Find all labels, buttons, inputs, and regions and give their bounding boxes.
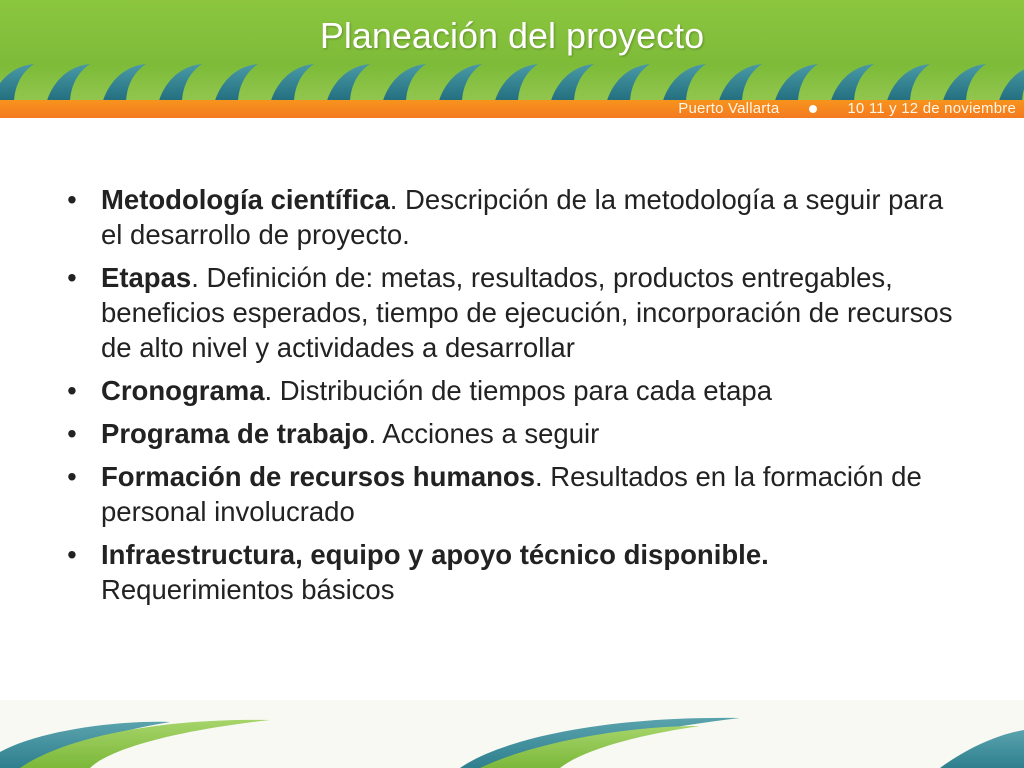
bullet-description: Descripción de la metodología a seguir para el desarrollo de proyecto. xyxy=(101,184,944,250)
wave-shape xyxy=(662,64,706,104)
bullet-list xyxy=(62,182,962,615)
bullet-description: Distribución de tiempos para cada etapa xyxy=(272,375,773,406)
bullet-term: Metodología científica xyxy=(101,184,390,215)
wave-shape xyxy=(830,64,874,104)
bullet-term: Cronograma xyxy=(101,375,265,406)
bullet-description: Definición de: metas, resultados, productos entregables, beneficios esperados, tiempo de ejecución, incorporación de recursos de alto nivel y actividades a desarrollar xyxy=(101,262,953,363)
wave-shape xyxy=(270,64,314,104)
slide-title: Planeación del proyecto xyxy=(319,15,705,56)
wave-shape xyxy=(326,64,370,104)
wave-shape xyxy=(46,64,90,104)
bullet-icon: • xyxy=(67,418,77,449)
bullet-icon: • xyxy=(67,539,77,570)
list-item xyxy=(62,373,962,408)
bullet-separator: . xyxy=(264,375,273,406)
bullet-separator: . xyxy=(535,461,543,492)
bullet-term: Programa de trabajo xyxy=(101,418,369,449)
bullet-term: Infraestructura, equipo y apoyo técnico disponible. xyxy=(101,539,769,570)
bullet-separator: . xyxy=(191,262,199,293)
wave-shape xyxy=(718,64,762,104)
event-dates: 10 11 y 12 de noviembre xyxy=(847,100,1016,117)
footer-wave-decoration xyxy=(0,700,1024,768)
bullet-icon: • xyxy=(67,461,77,492)
wave-shape xyxy=(438,64,482,104)
bullet-term: Etapas xyxy=(101,262,192,293)
bullet-description: Requerimientos básicos xyxy=(101,574,395,605)
wave-shape xyxy=(158,64,202,104)
list-item xyxy=(62,459,962,529)
wave-shape xyxy=(606,64,650,104)
bullet-separator: . xyxy=(389,184,398,215)
separator-dot-icon xyxy=(809,105,817,113)
event-location: Puerto Vallarta xyxy=(678,100,780,117)
list-item xyxy=(62,416,962,451)
event-info xyxy=(678,99,1016,118)
list-item xyxy=(62,182,962,252)
list-item xyxy=(62,260,962,365)
wave-decoration xyxy=(0,58,1024,104)
wave-shape xyxy=(886,64,930,104)
bullet-icon: • xyxy=(67,262,77,293)
bullet-description: Resultados en la formación de personal involucrado xyxy=(101,461,922,527)
bullet-separator: . xyxy=(368,418,377,449)
wave-shape xyxy=(774,64,818,104)
wave-shape xyxy=(942,64,986,104)
list-item xyxy=(62,537,962,607)
wave-shape xyxy=(214,64,258,104)
bullet-term: Formación de recursos humanos xyxy=(101,461,535,492)
wave-shape xyxy=(494,64,538,104)
wave-shape xyxy=(550,64,594,104)
bullet-icon: • xyxy=(67,184,77,215)
wave-shape xyxy=(0,64,34,104)
wave-shape xyxy=(102,64,146,104)
wave-shape xyxy=(382,64,426,104)
bullet-icon: • xyxy=(67,375,77,406)
slide-header xyxy=(0,0,1024,118)
wave-shape xyxy=(998,64,1024,104)
bullet-description: Acciones a seguir xyxy=(376,418,600,449)
